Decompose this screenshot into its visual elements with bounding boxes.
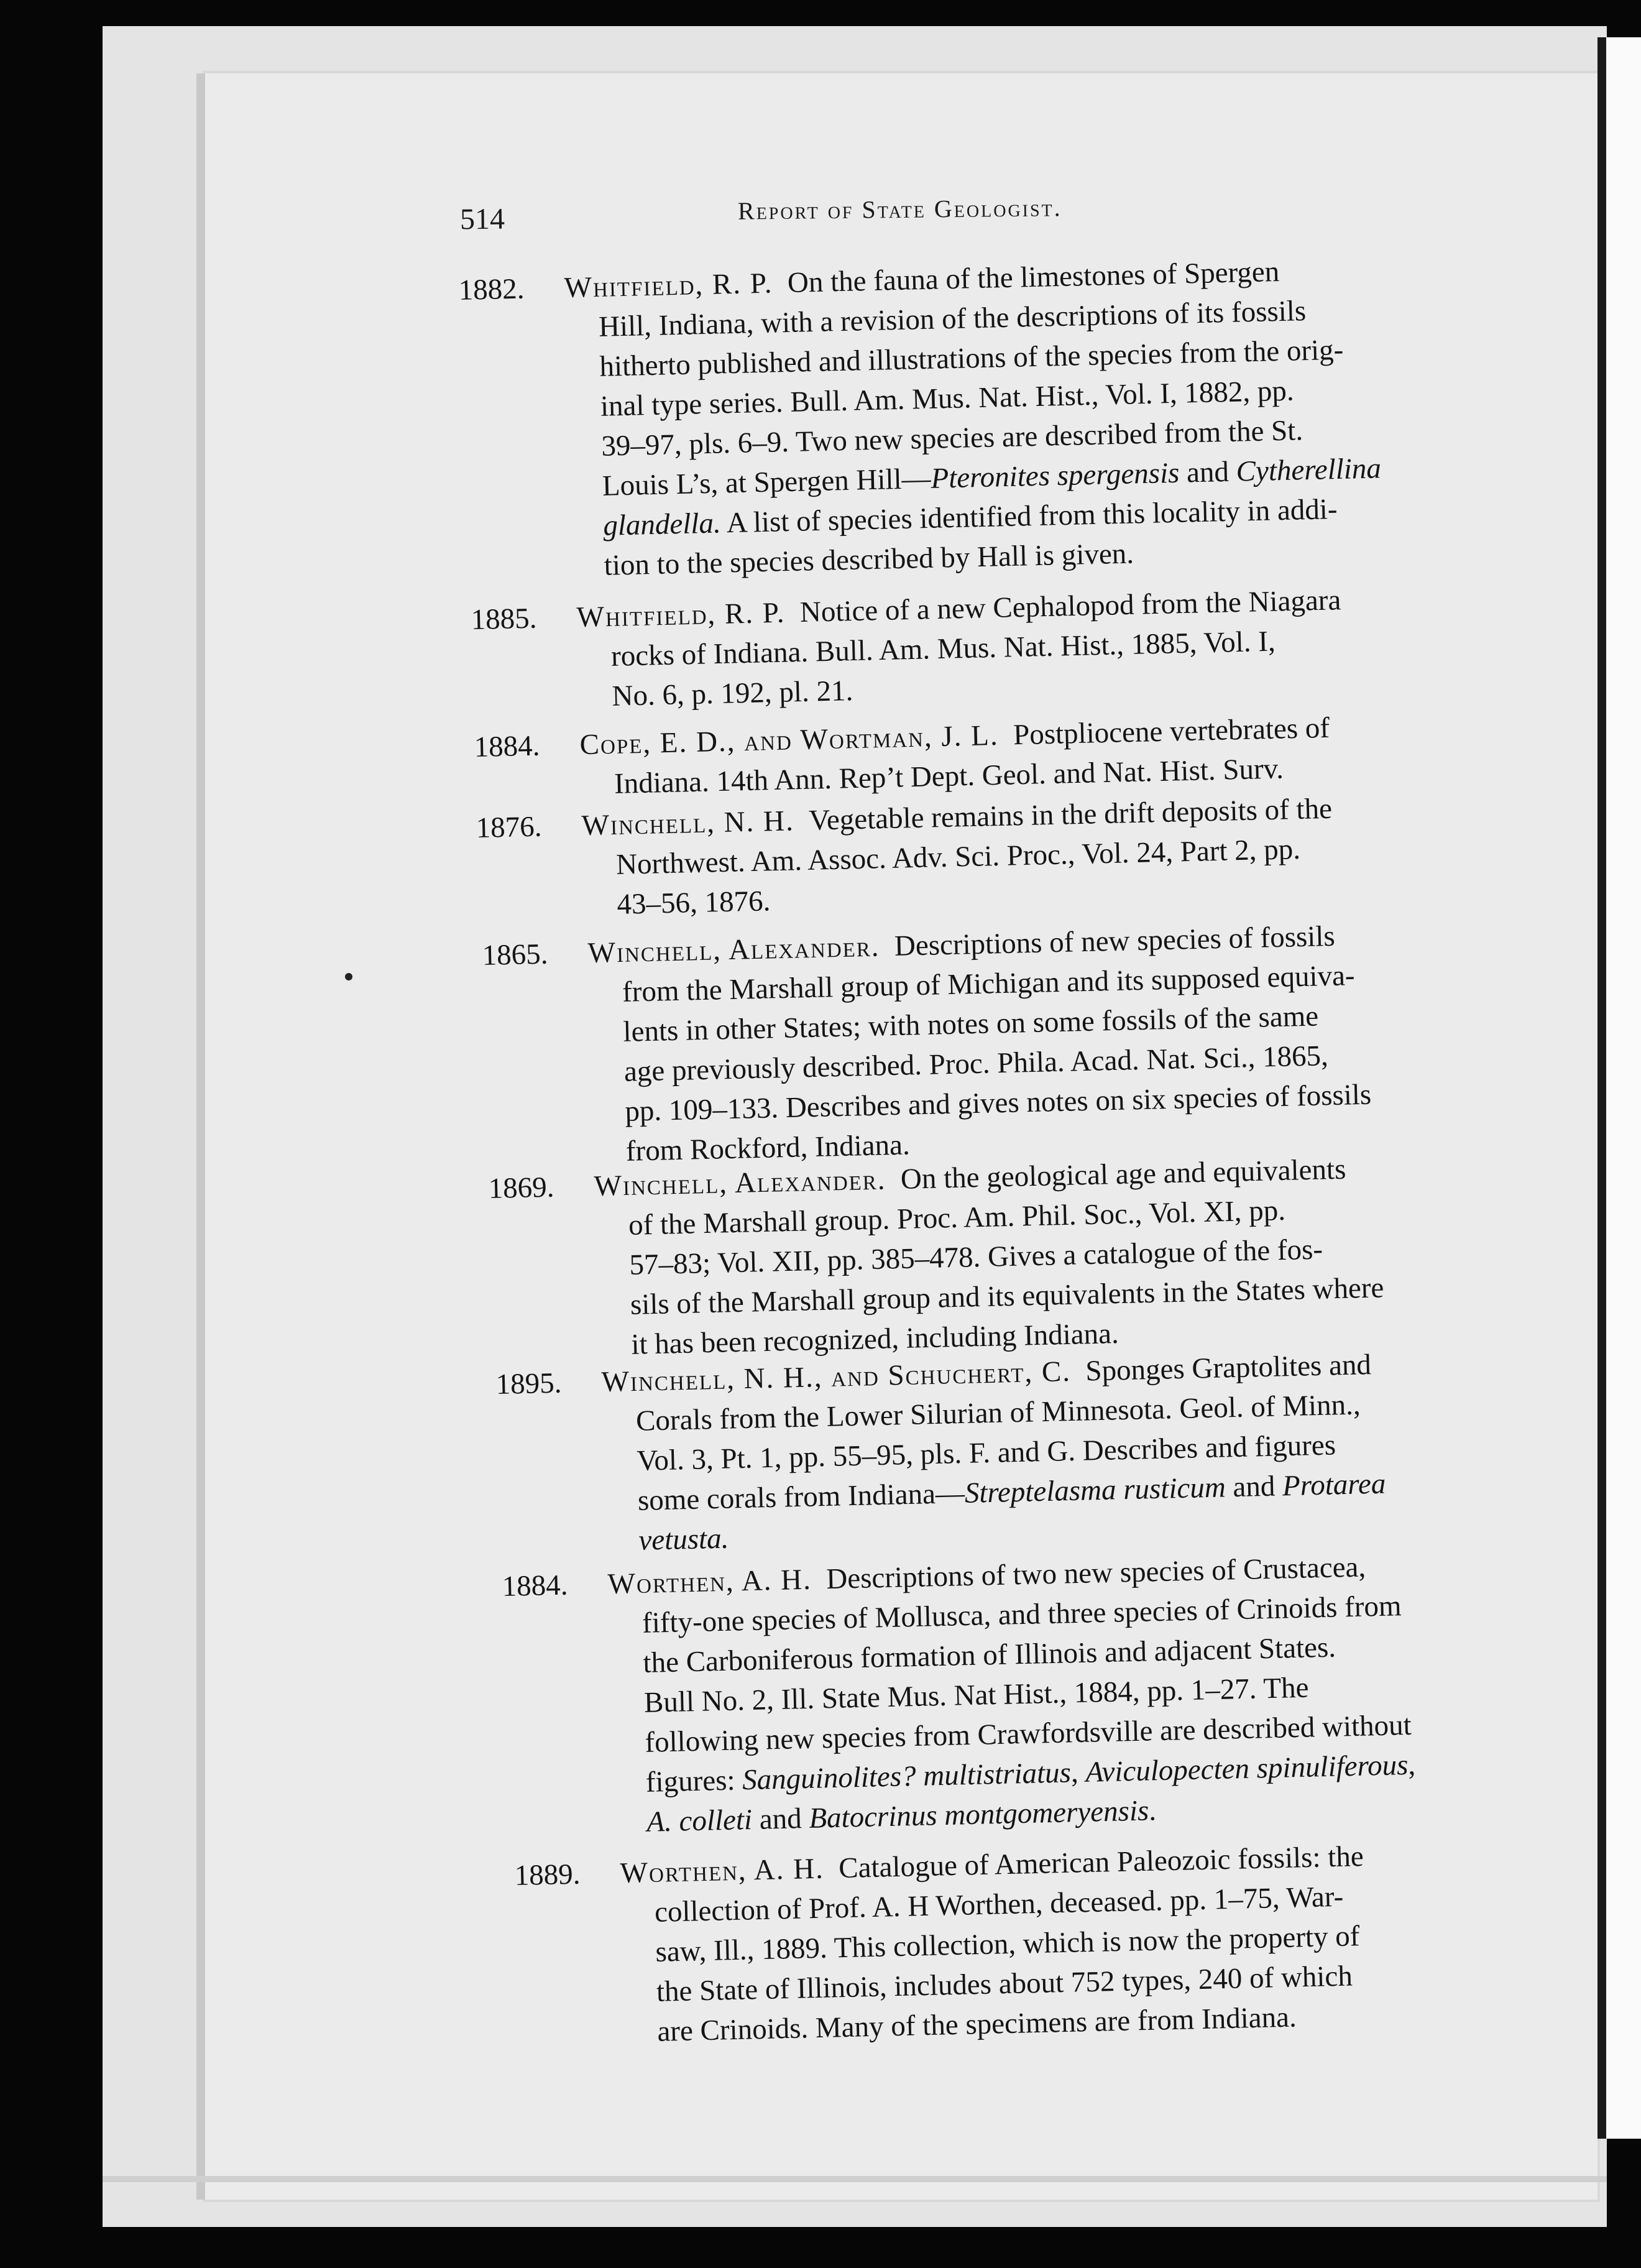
entry-author: Winchell, Alexander. — [587, 930, 881, 970]
entry-title: Notice of a new Cephalopod from the Niagara — [799, 584, 1341, 629]
entry-line: Indiana. 14th Ann. Rep’t Dept. Geol. and Nat. Hist. Surv. — [614, 752, 1284, 800]
species-name: Cytherellina — [1236, 452, 1382, 488]
entry-year: 1882. — [458, 272, 525, 307]
species-name: A. colleti — [646, 1803, 753, 1838]
page-number: 514 — [459, 202, 505, 236]
entry-line: lents in other States; with notes on some fossils of the same — [622, 1000, 1319, 1048]
entry-year: 1884. — [502, 1569, 569, 1603]
bibliography-entry — [458, 249, 1422, 589]
species-name: Protarea — [1282, 1467, 1386, 1503]
entry-line: saw, Ill., 1889. This collection, which is now the property of — [655, 1920, 1360, 1968]
entry-line: fifty-one species of Mollusca, and three species of Crinoids from — [641, 1590, 1402, 1639]
entry-line: glandella. A list of species identified from this locality in addi- — [602, 493, 1338, 542]
entry-line: inal type series. Bull. Am. Mus. Nat. Hist., Vol. I, 1882, pp. — [600, 374, 1295, 423]
entry-title: Descriptions of new species of fossils — [894, 920, 1336, 962]
entry-author: Worthen, A. H. — [620, 1852, 825, 1890]
species-name: Aviculopecten spinuliferous — [1085, 1749, 1409, 1789]
entry-year: 1869. — [488, 1171, 555, 1205]
species-name: Batocrinus montgomeryensis — [808, 1794, 1149, 1835]
entry-line: hitherto published and illustrations of the species from the orig- — [599, 333, 1344, 383]
entry-author: Whitfield, R. P. — [576, 596, 786, 634]
entry-line: it has been recognized, including Indiana. — [630, 1317, 1119, 1361]
entry-line: some corals from Indiana—Streptelasma rusticum and Protarea — [637, 1467, 1386, 1517]
entry-title: Descriptions of two new species of Crustacea, — [825, 1551, 1366, 1596]
entry-author: Whitfield, R. P. — [564, 267, 774, 305]
bibliography-entry — [514, 1834, 1476, 2055]
entry-author: Worthen, A. H. — [607, 1563, 812, 1601]
bibliography-entry — [495, 1343, 1457, 1564]
bibliography-entry — [488, 1147, 1450, 1368]
entry-line: Northwest. Am. Assoc. Adv. Sci. Proc., Vol. 24, Part 2, pp. — [615, 832, 1301, 881]
entry-line: Vol. 3, Pt. 1, pp. 55–95, pls. F. and G. Describes and figures — [636, 1429, 1336, 1477]
entry-line: from Rockford, Indiana. — [625, 1128, 911, 1168]
entry-line: Hill, Indiana, with a revision of the descriptions of its fossils — [598, 295, 1307, 343]
entry-author: Cope, E. D., and Wortman, J. L. — [579, 719, 1000, 762]
bibliography-entry — [471, 578, 1430, 719]
entry-line: figures: Sanguinolites? multistriatus, Aviculopecten spinuliferous, — [645, 1748, 1416, 1799]
entry-line: are Crinoids. Many of the specimens are from Indiana. — [656, 2001, 1297, 2048]
bibliography-entry — [482, 914, 1444, 1174]
entry-line: the Carboniferous formation of Illinois and adjacent States. — [642, 1631, 1336, 1679]
entry-line: No. 6, p. 192, pl. 21. — [611, 675, 853, 712]
entry-year: 1884. — [474, 729, 541, 763]
species-name: glandella. — [602, 507, 722, 542]
entry-year: 1895. — [495, 1367, 563, 1401]
entry-year: 1865. — [482, 938, 549, 972]
entry-line: the State of Illinois, includes about 752 types, 240 of which — [656, 1960, 1353, 2008]
species-name: vetusta. — [638, 1522, 729, 1557]
bibliography-entry — [502, 1545, 1465, 1845]
entry-author: Winchell, Alexander. — [594, 1163, 887, 1203]
entry-line: sils of the Marshall group and its equivalents in the States where — [630, 1271, 1384, 1321]
entry-line: Louis L’s, at Spergen Hill—Pteronites spergensis and Cytherellina — [602, 452, 1382, 502]
entry-author: Winchell, N. H., and Schuchert, C. — [601, 1355, 1072, 1399]
entry-title: Postpliocene vertebrates of — [1013, 711, 1330, 752]
entry-title: On the fauna of the limestones of Spergen — [787, 256, 1280, 299]
entry-line: tion to the species described by Hall is given. — [604, 537, 1134, 582]
species-name: Sanguinolites? multistriatus — [742, 1756, 1072, 1797]
entry-title: Sponges Graptolites and — [1085, 1348, 1372, 1388]
entry-line: collection of Prof. A. H Worthen, deceased. pp. 1–75, War- — [654, 1880, 1344, 1929]
entry-line: pp. 109–133. Describes and gives notes on six species of fossils — [624, 1078, 1372, 1128]
entry-line: age previously described. Proc. Phila. Acad. Nat. Sci., 1865, — [623, 1040, 1329, 1088]
entry-line: following new species from Crawfordsville are described without — [644, 1708, 1412, 1759]
entry-line: Bull No. 2, Ill. State Mus. Nat Hist., 1884, pp. 1–27. The — [643, 1671, 1310, 1719]
entry-line: 43–56, 1876. — [616, 885, 771, 921]
entry-line: 57–83; Vol. XII, pp. 385–478. Gives a catalogue of the fos- — [628, 1233, 1323, 1281]
species-name: Streptelasma rusticum — [964, 1471, 1226, 1510]
entry-author: Winchell, N. H. — [581, 804, 795, 842]
bibliography-entry — [476, 786, 1435, 928]
entry-title: Vegetable remains in the drift deposits of the — [808, 792, 1333, 837]
species-name: Pteronites spergensis — [930, 456, 1180, 495]
entry-line: from the Marshall group of Michigan and its supposed equiva- — [622, 959, 1356, 1008]
entry-year: 1889. — [514, 1858, 581, 1892]
entry-line: rocks of Indiana. Bull. Am. Mus. Nat. Hist., 1885, Vol. I, — [610, 625, 1276, 673]
page-title: Report of State Geologist. — [737, 193, 1062, 225]
entry-year: 1876. — [476, 810, 543, 844]
entry-line: 39–97, pls. 6–9. Two new species are described from the St. — [600, 414, 1303, 463]
entry-year: 1885. — [471, 602, 538, 636]
entry-line: A. colleti and Batocrinus montgomeryensis. — [646, 1794, 1157, 1838]
entry-title: Catalogue of American Paleozoic fossils: the — [838, 1840, 1364, 1885]
entry-line: of the Marshall group. Proc. Am. Phil. Soc., Vol. XI, pp. — [628, 1194, 1286, 1242]
entry-line: Corals from the Lower Silurian of Minnesota. Geol. of Minn., — [635, 1388, 1361, 1437]
entry-title: On the geological age and equivalents — [900, 1153, 1346, 1196]
